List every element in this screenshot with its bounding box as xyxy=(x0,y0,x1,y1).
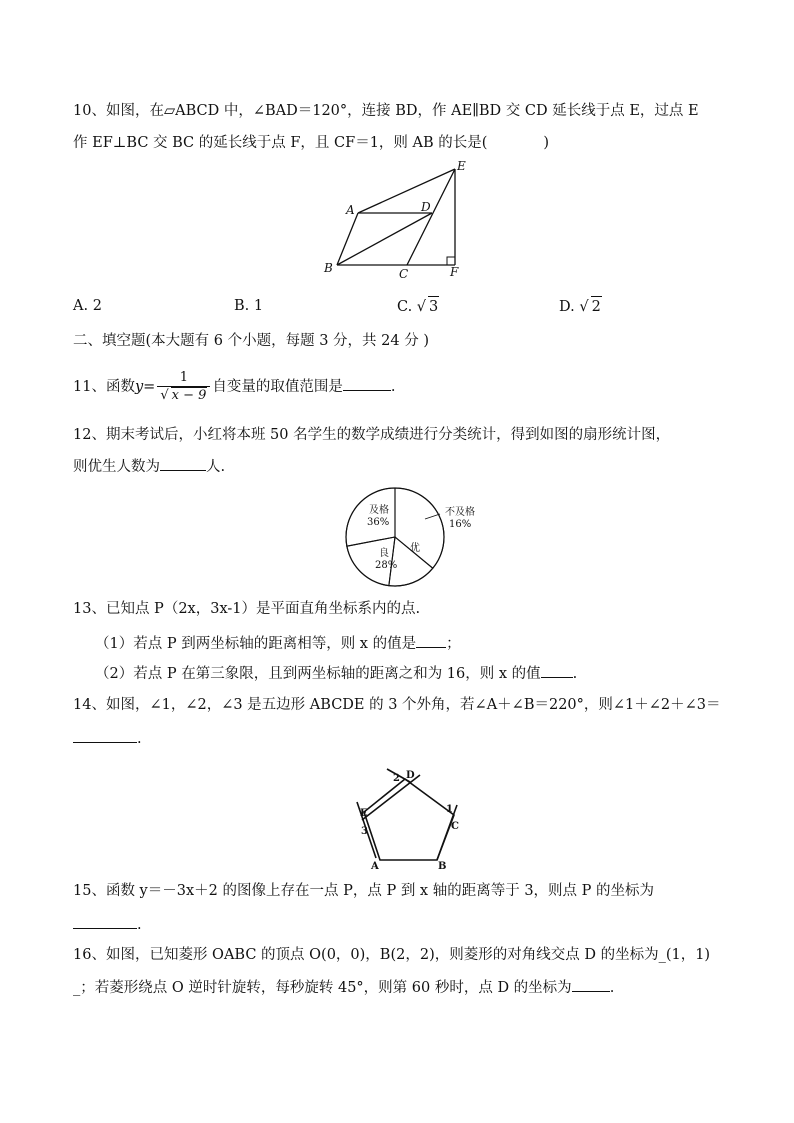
sqrt-icon: √ xyxy=(160,388,169,403)
q14-line2: . xyxy=(73,728,142,749)
q14-line1: 14、如图，∠1，∠2，∠3 是五边形 ABCDE 的 3 个外角，若∠A＋∠B＝220°，则∠1＋∠2＋∠3＝ xyxy=(73,697,721,713)
pie-label-you: 优 xyxy=(410,543,420,554)
label-3: 3 xyxy=(361,826,368,837)
q10-line1: 10、如图，在▱ABCD 中，∠BAD＝120°，连接 BD，作 AE∥BD 交 CD 延长线于点 E，过点 E xyxy=(73,103,699,119)
q16-line2: _；若菱形绕点 O 逆时针旋转，每秒旋转 45°，则第 60 秒时，点 D 的坐标为 . xyxy=(73,977,614,998)
sqrt-icon: √ xyxy=(579,299,589,315)
label-1: 1 xyxy=(446,804,453,815)
label-2: 2 xyxy=(393,773,400,784)
extension-ea xyxy=(362,775,420,820)
pie-label-jige-pct: 36% xyxy=(367,517,390,528)
pie-slice-0 xyxy=(395,488,444,568)
label-c: C xyxy=(451,821,459,832)
answer-blank xyxy=(343,376,391,391)
answer-blank xyxy=(160,456,206,471)
pie-label-bujige: 不及格 xyxy=(445,507,475,518)
option-b: B. 1 xyxy=(234,298,264,314)
option-d: D. √ 2 xyxy=(559,296,602,317)
q13-sub2: （2）若点 P 在第三象限，且到两坐标轴的距离之和为 16，则 x 的值 . xyxy=(95,663,577,684)
option-a: A. 2 xyxy=(73,298,102,314)
answer-blank xyxy=(572,977,610,992)
answer-blank xyxy=(416,633,446,648)
label-b: B xyxy=(324,261,333,275)
label-e: E xyxy=(360,808,368,819)
answer-blank xyxy=(73,914,137,929)
q16-line1: 16、如图，已知菱形 OABC 的顶点 O(0，0)，B(2，2)，则菱形的对角线交点 D 的坐标为_(1，1) xyxy=(73,947,711,963)
pie-label-liang-pct: 28% xyxy=(375,560,398,571)
label-a: A xyxy=(346,203,355,217)
sqrt-icon: √ xyxy=(416,299,427,315)
pentagon-figure xyxy=(350,770,470,870)
segment-ae xyxy=(358,169,455,213)
label-d: D xyxy=(421,200,431,214)
pentagon xyxy=(364,779,454,860)
pie-label-jige: 及格 xyxy=(369,505,389,516)
answer-blank xyxy=(73,728,137,743)
segment-ce xyxy=(407,169,455,265)
fraction: $\frac{1}{√ x - 9}$ xyxy=(157,370,210,404)
section-heading: 二、填空题(本大题有 6 个小题，每题 3 分，共 24 分 ) xyxy=(73,333,429,349)
segment-ab xyxy=(337,213,358,265)
answer-blank xyxy=(541,663,573,678)
label-d: D xyxy=(406,770,415,781)
label-e: E xyxy=(457,159,466,173)
q13-sub1: （1）若点 P 到两坐标轴的距离相等，则 x 的值是 ； xyxy=(95,633,461,654)
pie-chart xyxy=(340,488,490,588)
q15-line2: . xyxy=(73,914,142,935)
q10-line2: 作 EF⊥BC 交 BC 的延长线于点 F，且 CF＝1，则 AB 的长是( ) xyxy=(73,135,550,151)
label-a: A xyxy=(371,861,379,872)
segment-bd xyxy=(337,213,432,265)
option-c: C. √ 3 xyxy=(397,296,439,317)
q12-line1: 12、期末考试后，小红将本班 50 名学生的数学成绩进行分类统计，得到如图的扇形统计图， xyxy=(73,427,671,443)
q12-line2: 则优生人数为 人. xyxy=(73,456,225,477)
right-angle-mark xyxy=(447,257,455,265)
pie-label-bujige-pct: 16% xyxy=(449,519,472,530)
pie-leader-line xyxy=(425,514,440,519)
parallelogram-figure xyxy=(318,158,468,281)
q11-line: 11、函数y= $\frac{1}{√ x - 9}$ 自变量的取值范围是 . xyxy=(73,370,396,403)
q15-line1: 15、函数 y＝－3x＋2 的图像上存在一点 P，点 P 到 x 轴的距离等于 3，则点 P 的坐标为 xyxy=(73,883,655,899)
label-f: F xyxy=(450,265,459,279)
pie-label-liang: 良 xyxy=(379,548,389,559)
q13-stem: 13、已知点 P（2x，3x-1）是平面直角坐标系内的点. xyxy=(73,601,421,617)
label-c: C xyxy=(399,267,409,281)
label-b: B xyxy=(438,861,447,872)
